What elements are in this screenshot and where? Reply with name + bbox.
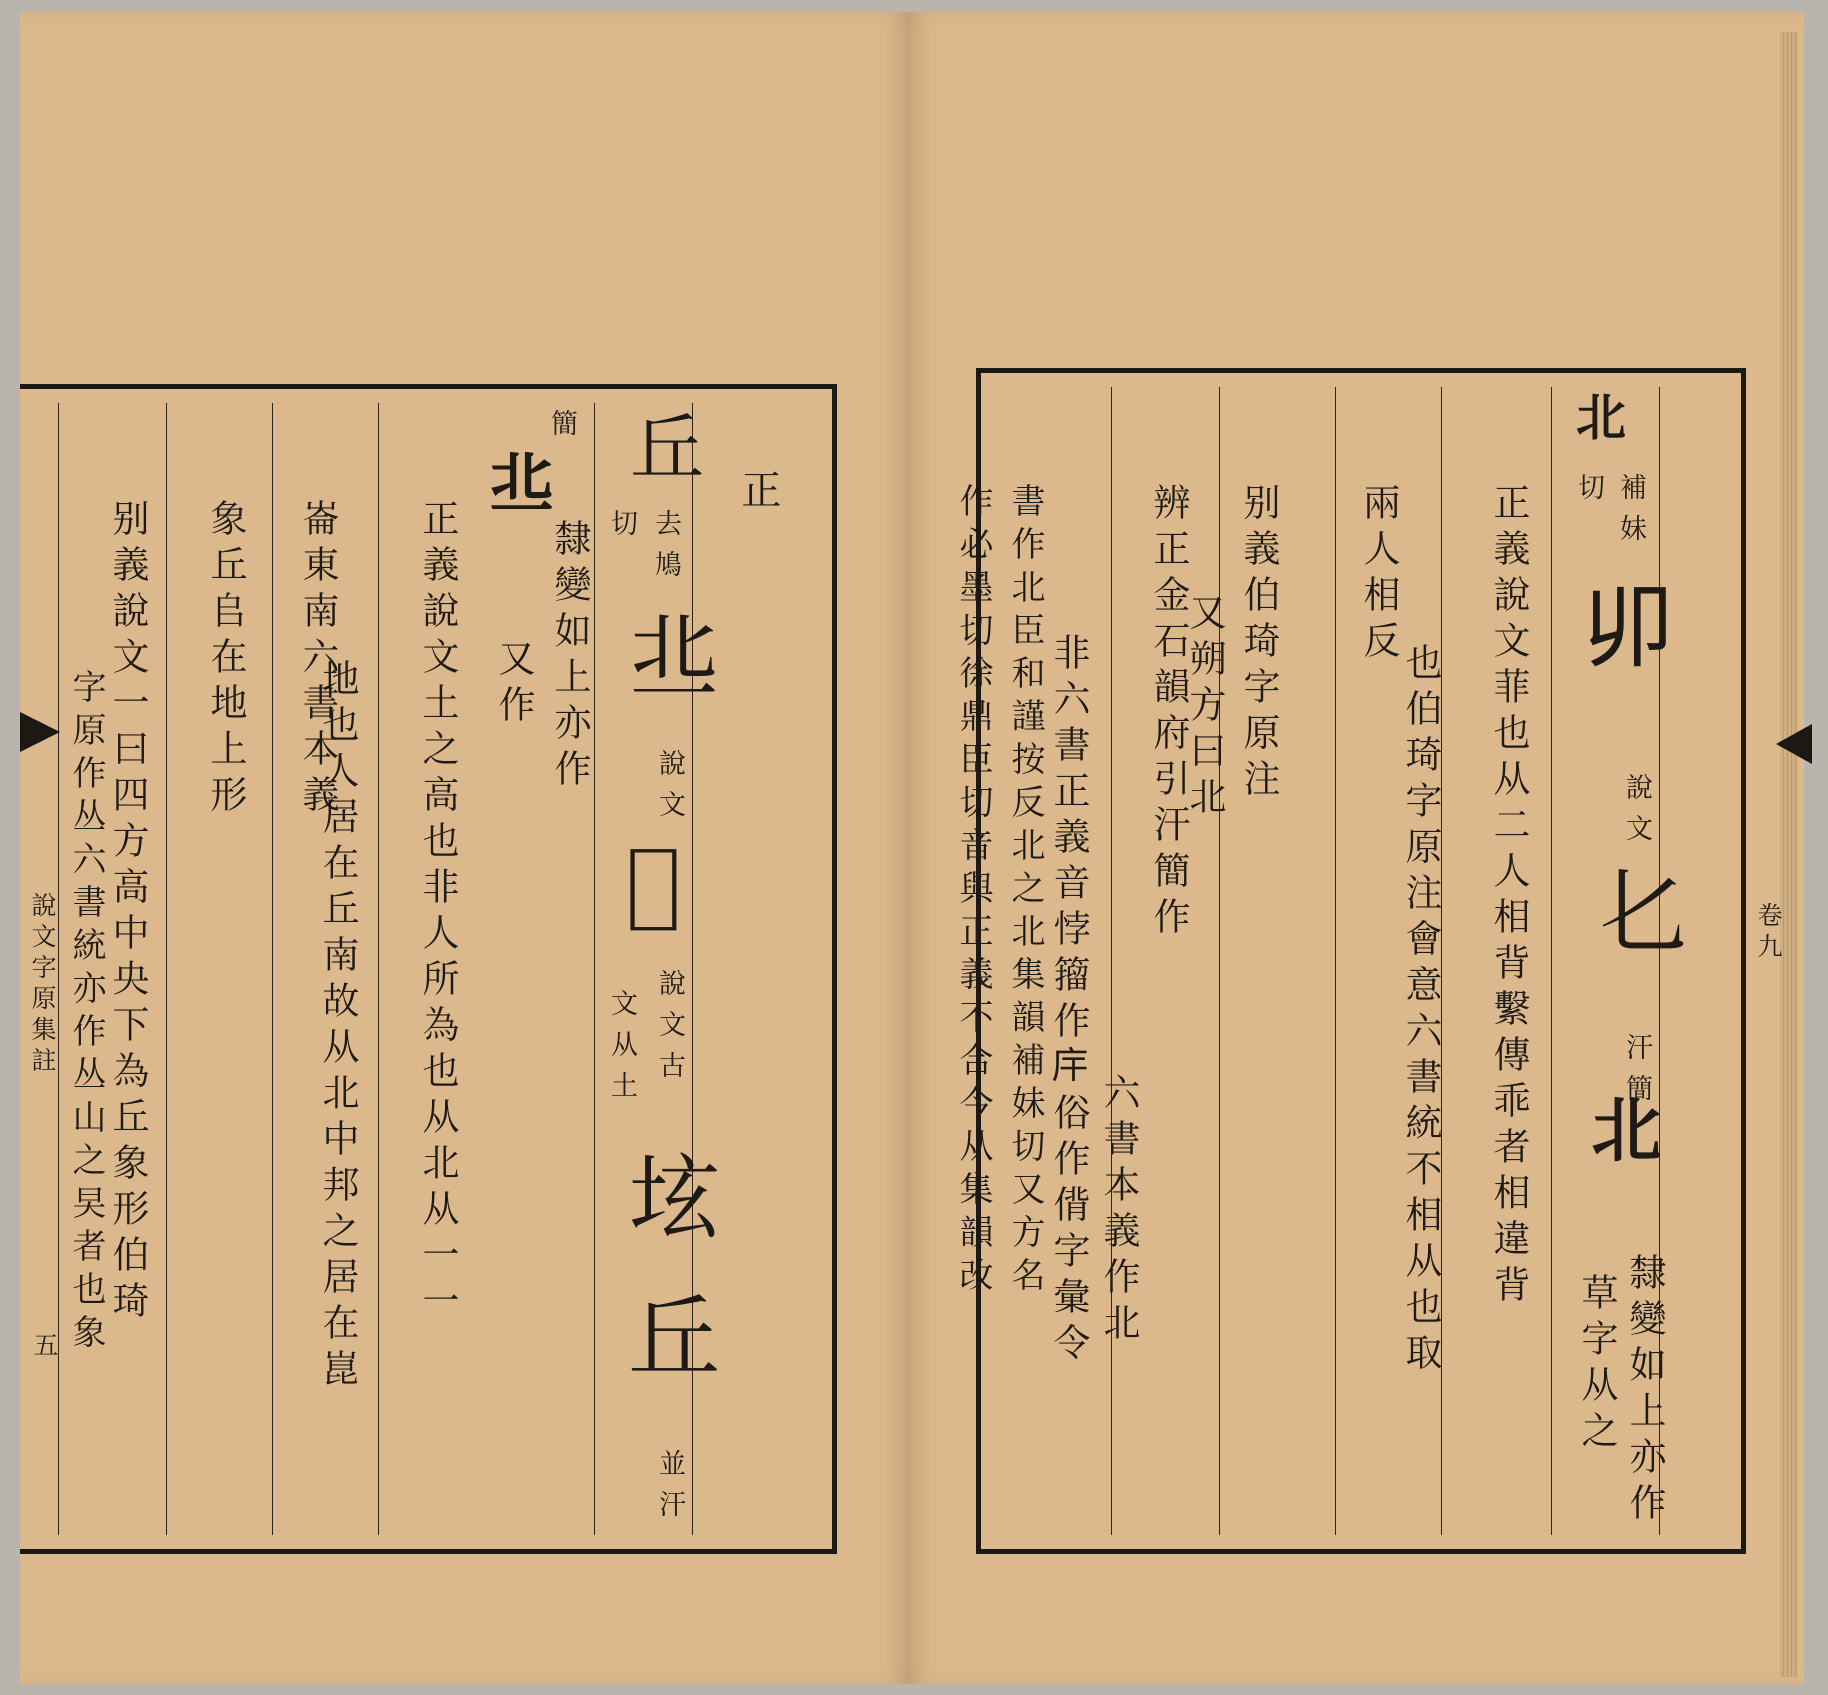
fanqie-qie: 切 — [1573, 473, 1604, 514]
column-rule — [1335, 387, 1336, 1535]
left-page — [20, 12, 908, 1684]
text-line: 字原作丛六書統亦作丛山之旲者也象 — [66, 669, 106, 1357]
text-line: 地也人居在丘南故从北中邦之居在崑 — [316, 659, 359, 1395]
source-label: 並汗 — [654, 1449, 685, 1531]
bianzheng-line: 辨正金石韻府引汗簡作 — [1147, 483, 1190, 943]
zhengyi-line: 正義說文菲也从二人相背繫傳乖者相違背 — [1487, 483, 1530, 1311]
source-label: 說文古 — [654, 969, 685, 1092]
bieyi-line: 别義伯琦字原注 — [1237, 483, 1280, 805]
column-rule — [1111, 387, 1112, 1535]
text-line: 非六書正義音悖籀作𢇛俗作偝字彙令 — [1047, 633, 1090, 1369]
text-line: 也伯琦字原注會意六書統不相从也取 — [1399, 643, 1442, 1379]
column-rule — [272, 403, 273, 1535]
variant-note: 又作 — [492, 639, 535, 731]
fanqie-reading: 補妹 — [1615, 473, 1646, 555]
seal-glyph: 丠 — [613, 609, 720, 701]
source-label: 說文 — [1621, 773, 1652, 855]
juan-number-margin: 卷九 — [1754, 902, 1783, 964]
source-note: 文从土 — [606, 989, 637, 1112]
seal-glyph: 𡊧 — [600, 829, 707, 936]
source-label: 汗簡 — [1621, 1033, 1652, 1115]
bieyi-line: 别義說文一曰四方高中央下為丘象形伯琦 — [106, 499, 149, 1327]
seal-glyph: 北 — [1580, 1093, 1662, 1163]
text-line: 作必墨切徐鼎臣切音與正義不合今从集韻改 — [953, 483, 993, 1300]
text-line: 兩人相反 — [1357, 483, 1400, 667]
seal-glyph: 丠 — [477, 449, 554, 515]
page-edges — [1780, 32, 1798, 1677]
seal-glyph: 𠨍 — [1572, 583, 1679, 675]
clerical-variant-note: 隸變如上亦作 — [1623, 1253, 1666, 1529]
column-rule — [1219, 387, 1220, 1535]
seal-glyph: 丘 — [618, 409, 704, 483]
entry-headword: 北 — [1568, 391, 1627, 449]
right-text-frame — [953, 368, 1746, 1554]
clerical-variant-note: 隸變如上亦作 — [548, 519, 591, 795]
text-line: 書作北臣和謹按反北之北集韻補妹切又方名 — [1005, 483, 1045, 1300]
fanqie-reading: 去鳩 — [650, 509, 681, 591]
text-line: 又朔方曰北 — [1183, 593, 1226, 823]
zhengyi-line: 正義說文土之高也非人所為也从北从一一 — [416, 499, 459, 1327]
text-line: 象丘𠂤在地上形 — [204, 499, 247, 821]
book-title-margin: 說文字原集註 — [28, 892, 57, 1078]
column-rule — [378, 403, 379, 1535]
seal-glyph: 𠤎 — [1584, 863, 1691, 955]
page-number: 五 — [30, 1332, 59, 1363]
source-label: 說文 — [654, 749, 685, 831]
right-page — [908, 12, 1804, 1684]
fanqie-qie: 切 — [606, 509, 637, 550]
seal-glyph: 𡊨 — [613, 1149, 720, 1241]
left-text-frame — [20, 384, 837, 1554]
column-rule — [166, 403, 167, 1535]
seal-glyph: 丘 — [613, 1289, 720, 1381]
variant-note: 草字从之 — [1575, 1273, 1618, 1457]
text-line: 崙東南六書本義 — [296, 499, 339, 821]
source-label: 簡 — [546, 409, 577, 450]
text-line: 六書本義作北 — [1097, 1073, 1140, 1349]
column-rule — [1551, 387, 1552, 1535]
heading-character: 正 — [735, 469, 781, 517]
